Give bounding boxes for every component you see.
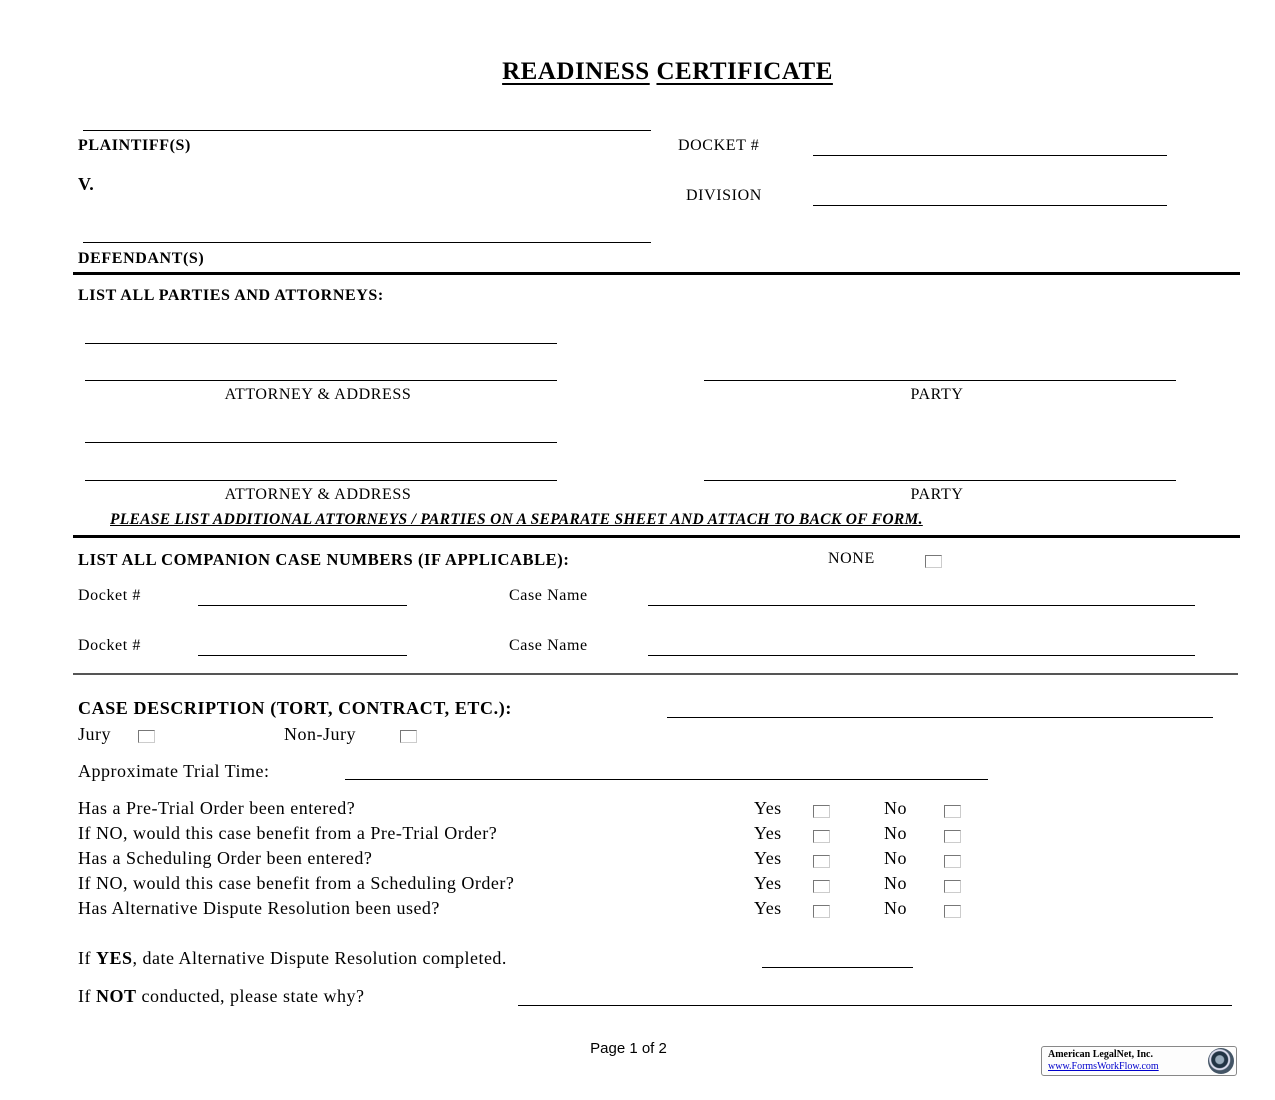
question-text: Has a Scheduling Order been entered? [78,848,373,868]
yes-emphasis: YES [96,948,133,968]
no-label: No [884,848,907,868]
question-text: If NO, would this case benefit from a Scheduling Order? [78,873,515,893]
if-word: If [78,986,91,1006]
trial-time-field[interactable] [345,779,988,780]
yes-label: Yes [754,823,782,843]
no-label: No [884,823,907,843]
if-word: If [78,948,91,968]
no-checkbox[interactable] [944,855,961,868]
yes-label: Yes [754,898,782,918]
question-text: Has a Pre-Trial Order been entered? [78,798,356,818]
attorney-address-line[interactable] [85,380,557,381]
attorney-address-label: ATTORNEY & ADDRESS [224,486,412,503]
attorney-address-line[interactable] [85,442,557,443]
yes-checkbox[interactable] [813,830,830,843]
additional-parties-note: PLEASE LIST ADDITIONAL ATTORNEYS / PARTIES ON A SEPARATE SHEET AND ATTACH TO BACK OF FORM. [110,511,923,528]
logo-company-name: American LegalNet, Inc. [1048,1049,1153,1060]
defendant-label: DEFENDANT(S) [78,250,205,267]
logo-seal-icon [1208,1048,1234,1074]
yes-label: Yes [754,848,782,868]
adr-date-question [78,948,507,969]
yes-label: Yes [754,798,782,818]
party-label: PARTY [910,486,964,503]
question-text: Has Alternative Dispute Resolution been used? [78,898,440,918]
party-line[interactable] [704,480,1176,481]
no-checkbox[interactable] [944,880,961,893]
section-divider [73,673,1238,675]
division-field[interactable] [813,205,1167,206]
case-description-field[interactable] [667,717,1213,718]
docket-label: DOCKET # [678,137,760,154]
adr-reason-text: conducted, please state why? [136,986,365,1006]
parties-heading: LIST ALL PARTIES AND ATTORNEYS: [78,287,384,304]
yes-checkbox[interactable] [813,905,830,918]
division-label: DIVISION [686,187,762,204]
no-label: No [884,873,907,893]
page-number: Page 1 of 2 [590,1040,667,1057]
adr-date-field[interactable] [762,967,913,968]
yes-checkbox[interactable] [813,855,830,868]
yes-checkbox[interactable] [813,805,830,818]
no-checkbox[interactable] [944,830,961,843]
companion-heading: LIST ALL COMPANION CASE NUMBERS (IF APPLICABLE): [78,550,570,569]
no-checkbox[interactable] [944,805,961,818]
companion-docket-field[interactable] [198,655,407,656]
versus-label: V. [78,174,95,194]
companion-docket-field[interactable] [198,605,407,606]
attorney-address-label: ATTORNEY & ADDRESS [224,386,412,403]
companion-case-name-field[interactable] [648,605,1195,606]
not-emphasis: NOT [96,986,137,1006]
form-title [0,58,1275,86]
section-divider [73,535,1240,538]
none-checkbox[interactable] [925,555,942,568]
docket-field[interactable] [813,155,1167,156]
no-label: No [884,898,907,918]
none-label: NONE [828,550,875,567]
yes-label: Yes [754,873,782,893]
defendant-line[interactable] [83,242,651,243]
jury-checkbox[interactable] [138,730,155,743]
logo-url-link[interactable]: www.FormsWorkFlow.com [1048,1061,1159,1072]
party-label: PARTY [910,386,964,403]
attorney-address-line[interactable] [85,343,557,344]
title-word-readiness: READINESS [502,58,650,85]
companion-case-name-field[interactable] [648,655,1195,656]
no-label: No [884,798,907,818]
adr-reason-field[interactable] [518,1005,1232,1006]
american-legalnet-logo[interactable] [1041,1046,1237,1076]
section-divider [73,272,1240,275]
yes-checkbox[interactable] [813,880,830,893]
plaintiff-line[interactable] [83,130,651,131]
case-name-label: Case Name [509,637,588,654]
no-checkbox[interactable] [944,905,961,918]
party-line[interactable] [704,380,1176,381]
title-word-certificate: CERTIFICATE [656,58,833,85]
case-description-label: CASE DESCRIPTION (TORT, CONTRACT, ETC.): [78,698,512,718]
jury-label: Jury [78,724,111,744]
plaintiff-label: PLAINTIFF(S) [78,137,191,154]
docket-label: Docket # [78,637,142,654]
attorney-address-line[interactable] [85,480,557,481]
trial-time-label: Approximate Trial Time: [78,761,270,781]
adr-reason-question [78,986,364,1007]
question-text: If NO, would this case benefit from a Pre-Trial Order? [78,823,498,843]
case-name-label: Case Name [509,587,588,604]
non-jury-label: Non-Jury [284,724,356,744]
adr-date-text: , date Alternative Dispute Resolution completed. [132,948,507,968]
docket-label: Docket # [78,587,142,604]
non-jury-checkbox[interactable] [400,730,417,743]
